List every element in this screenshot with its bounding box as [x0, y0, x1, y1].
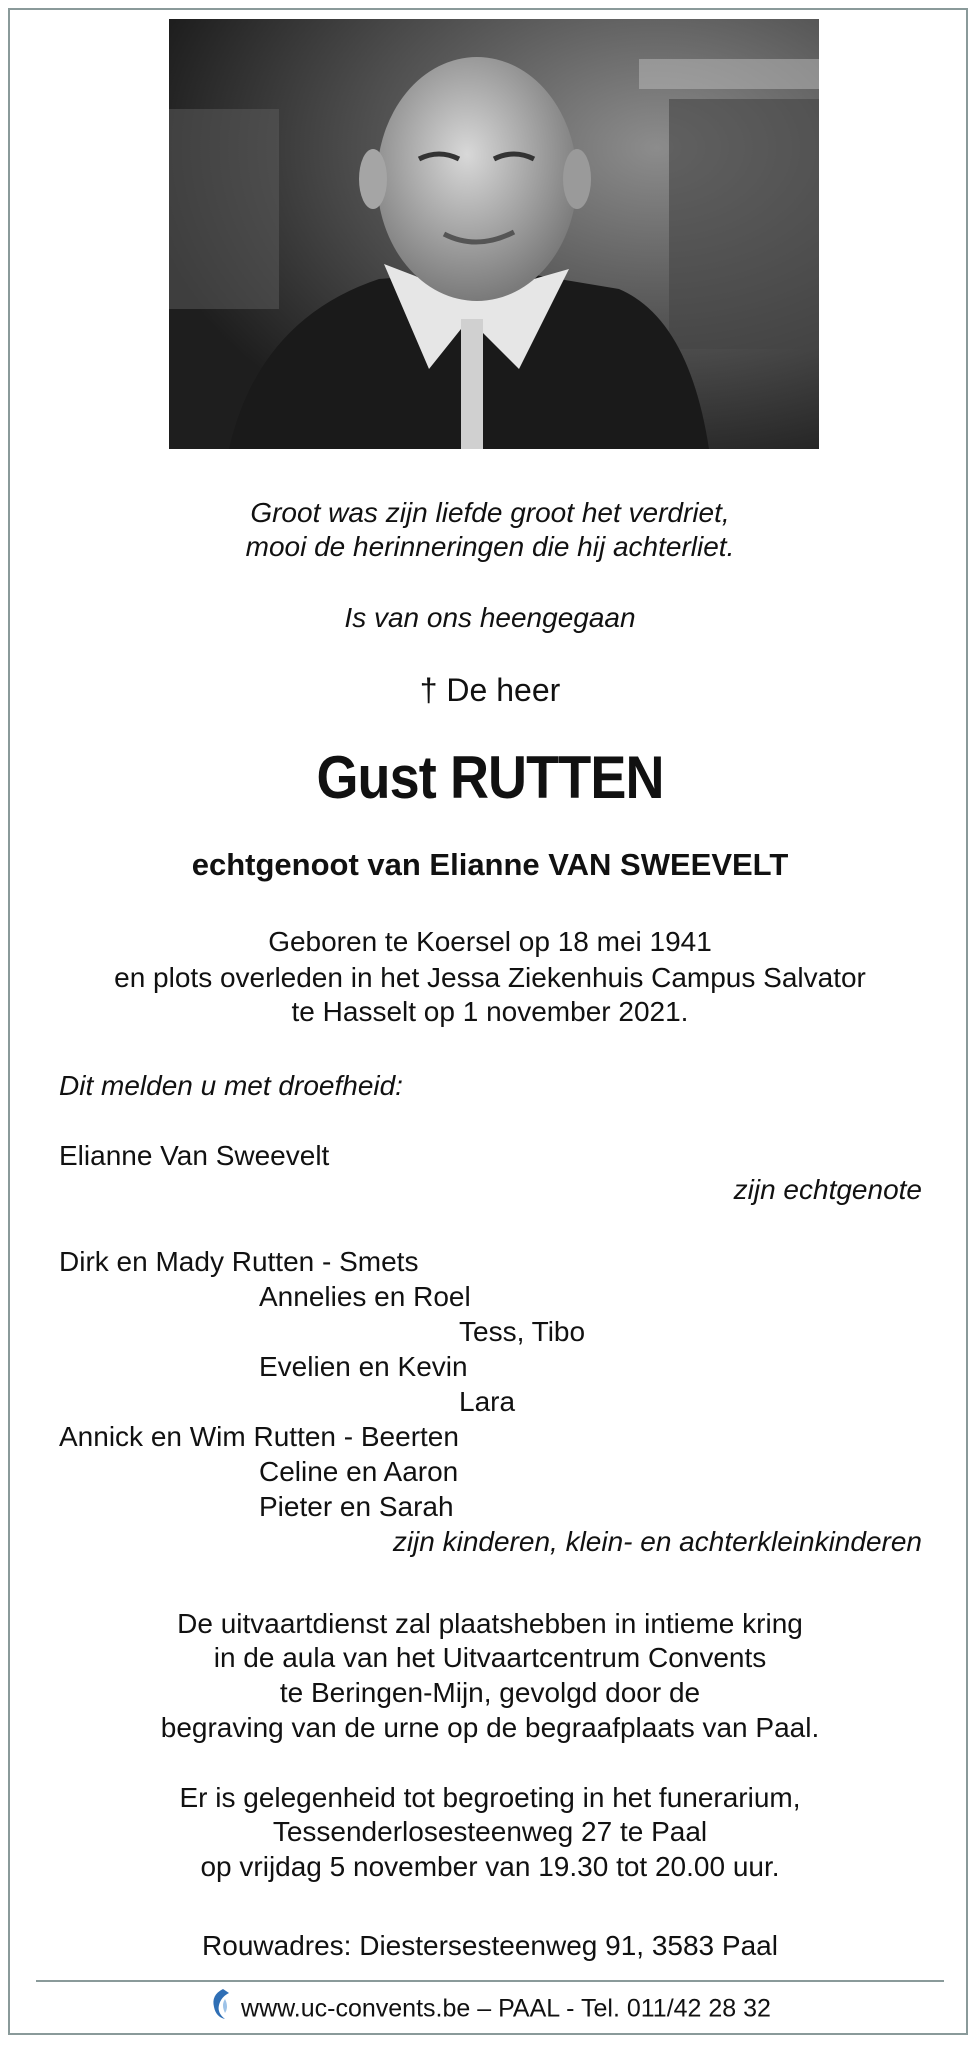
visit-line-1: Er is gelegenheid tot begroeting in het funerarium,	[179, 1782, 801, 1813]
announcement: Dit melden u met droefheid:	[59, 1070, 403, 1101]
passed-away-text: Is van ons heengegaan	[344, 602, 636, 633]
family-member: Annelies en Roel	[259, 1281, 471, 1312]
birth-line-3: te Hasselt op 1 november 2021.	[291, 996, 689, 1027]
footer-divider	[36, 1980, 944, 1982]
deceased-name: Gust RUTTEN	[316, 744, 664, 811]
footer	[0, 1987, 980, 2030]
family-member: Pieter en Sarah	[259, 1491, 454, 1522]
family-member: Annick en Wim Rutten - Beerten	[59, 1421, 459, 1452]
verse-line-1: Groot was zijn liefde groot het verdriet,	[250, 497, 730, 528]
spouse-line: echtgenoot van Elianne VAN SWEEVELT	[191, 847, 789, 882]
honorific-title: † De heer	[419, 672, 561, 708]
footer-contact-link[interactable]: www.uc-convents.be – PAAL - Tel. 011/42 28 32	[241, 1994, 771, 2023]
family-spouse-name: Elianne Van Sweevelt	[59, 1140, 330, 1171]
birth-line-1: Geboren te Koersel op 18 mei 1941	[268, 926, 712, 957]
family-member: Tess, Tibo	[459, 1316, 586, 1347]
family-member: Lara	[459, 1386, 516, 1417]
service-line-3: te Beringen-Mijn, gevolgd door de	[279, 1677, 701, 1708]
portrait-photo	[169, 19, 819, 449]
service-line-2: in de aula van het Uitvaartcentrum Convents	[213, 1642, 767, 1673]
family-member: Dirk en Mady Rutten - Smets	[59, 1246, 419, 1277]
family-member: Celine en Aaron	[259, 1456, 459, 1487]
service-line-1: De uitvaartdienst zal plaatshebben in intieme kring	[177, 1608, 803, 1639]
family-spouse-role: zijn echtgenote	[733, 1174, 922, 1205]
visit-line-2: Tessenderlosesteenweg 27 te Paal	[272, 1816, 708, 1847]
birth-line-2: en plots overleden in het Jessa Ziekenhuis Campus Salvator	[114, 962, 866, 993]
verse-line-2: mooi de herinneringen die hij achterliet.	[245, 531, 735, 562]
visit-line-3: op vrijdag 5 november van 19.30 tot 20.00 uur.	[200, 1851, 780, 1882]
service-line-4: begraving van de urne op de begraafplaats van Paal.	[160, 1712, 820, 1743]
mourning-address: Rouwadres: Diestersesteenweg 91, 3583 Paal	[202, 1930, 778, 1961]
family-members-role: zijn kinderen, klein- en achterkleinkinderen	[392, 1526, 922, 1557]
funeral-home-logo-icon	[209, 1987, 233, 2030]
family-member: Evelien en Kevin	[259, 1351, 468, 1382]
